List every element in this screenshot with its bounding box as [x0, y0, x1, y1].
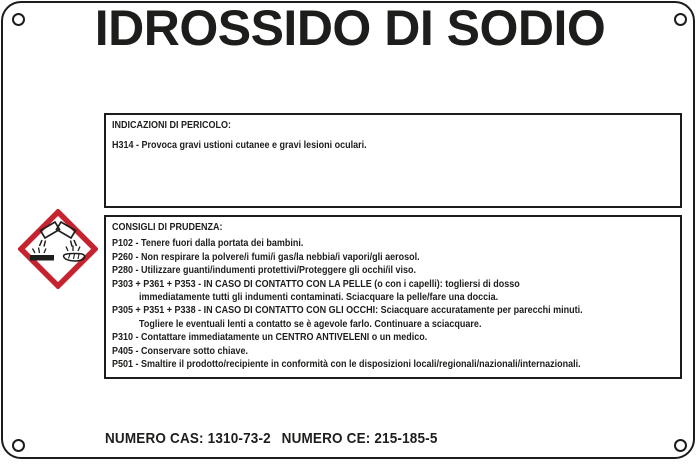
hazard-statement-h314: H314 - Provoca gravi ustioni cutanee e gravi lesioni oculari. — [112, 140, 367, 152]
hazard-box-heading: INDICAZIONI DI PERICOLO: — [112, 120, 232, 131]
cas-number: NUMERO CAS: 1310-73-2 — [105, 430, 271, 447]
mounting-hole-bottom-right — [674, 439, 687, 452]
precaution-line-p501: P501 - Smaltire il prodotto/recipiente in conformità con le disposizioni locali/regionali/nazionali/internazionali. — [112, 359, 581, 371]
precaution-line-p303-cont: immediatamente tutti gli indumenti contaminati. Sciacquare la pelle/fare una doccia. — [139, 292, 499, 304]
ce-number: NUMERO CE: 215-185-5 — [281, 430, 438, 447]
precaution-line-p310: P310 - Contattare immediatamente un CENTRO ANTIVELENI o un medico. — [112, 332, 428, 344]
chemical-name-title: IDROSSIDO DI SODIO — [94, 0, 606, 56]
precaution-box-heading: CONSIGLI DI PRUDENZA: — [112, 222, 223, 233]
registry-numbers-line — [105, 430, 438, 447]
precaution-line-p260: P260 - Non respirare la polvere/i fumi/i gas/la nebbia/i vapori/gli aerosol. — [112, 251, 420, 263]
precaution-line-p305-cont: Togliere le eventuali lenti a contatto se è agevole farlo. Continuare a sciacquare. — [139, 318, 482, 330]
precaution-line-p280: P280 - Utilizzare guanti/indumenti protettivi/Proteggere gli occhi/il viso. — [112, 265, 417, 277]
precaution-line-p102: P102 - Tenere fuori dalla portata dei bambini. — [112, 238, 304, 250]
precaution-line-p305: P305 + P351 + P338 - IN CASO DI CONTATTO CON GLI OCCHI: Sciacquare accuratamente per parecchi minuti. — [112, 305, 583, 317]
precaution-line-p303: P303 + P361 + P353 - IN CASO DI CONTATTO CON LA PELLE (o con i capelli): togliersi di dosso — [112, 278, 520, 290]
hazard-statements-box — [104, 113, 682, 208]
precaution-line-p405: P405 - Conservare sotto chiave. — [112, 345, 249, 357]
mounting-hole-bottom-left — [12, 439, 25, 452]
ghs05-corrosion-icon — [18, 209, 98, 289]
precautionary-statements-box — [104, 215, 682, 379]
